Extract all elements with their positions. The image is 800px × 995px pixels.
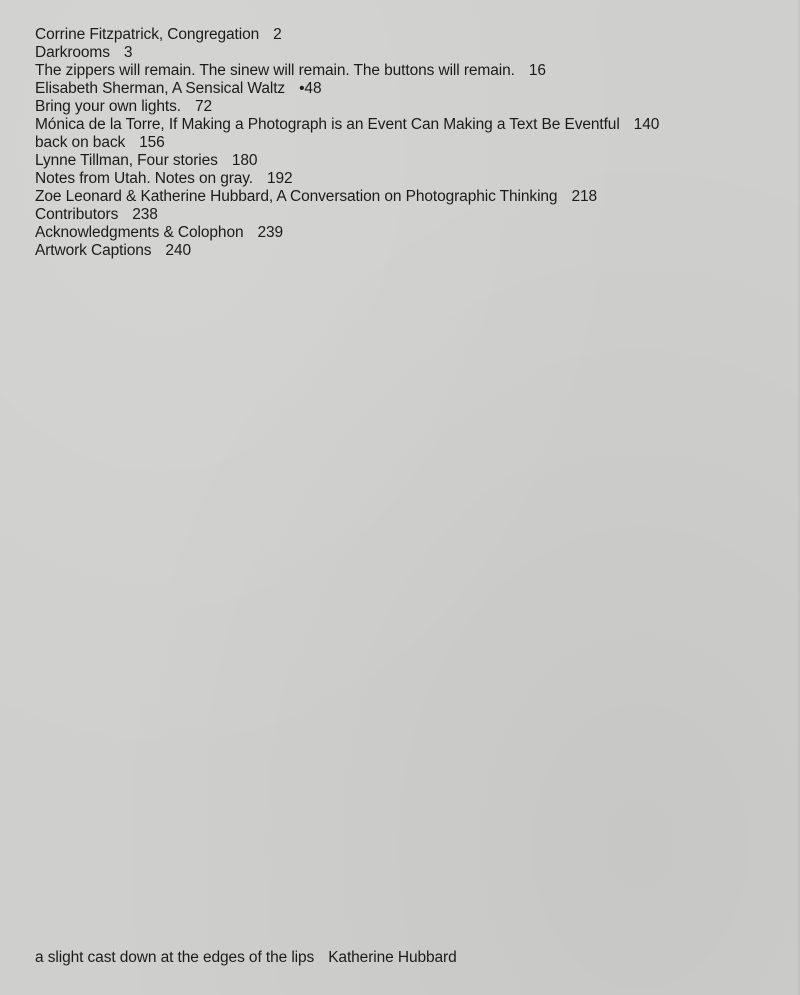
toc-entry-title: Contributors [35,206,119,223]
toc-entry-page: 240 [165,242,191,259]
toc-entry-page: 192 [267,170,293,187]
toc-entry-title: Bring your own lights. [35,98,181,115]
table-of-contents [35,26,659,260]
toc-entry-title: Notes from Utah. Notes on gray. [35,170,254,187]
toc-entry [35,62,659,80]
toc-entry-title: Artwork Captions [35,242,152,259]
toc-entry [35,44,659,62]
toc-entry [35,98,659,116]
toc-entry-page: 3 [123,44,133,61]
toc-entry [35,206,659,224]
toc-entry-title: Lynne Tillman, Four stories [35,152,218,169]
toc-entry-page: 238 [132,206,158,223]
toc-entry [35,242,659,260]
toc-entry [35,26,659,44]
toc-entry [35,170,659,188]
toc-entry [35,152,659,170]
toc-entry [35,134,659,152]
toc-entry-title: Zoe Leonard & Katherine Hubbard, A Conversation on Photographic Thinking [35,188,558,205]
toc-entry-page: 218 [571,188,598,205]
toc-entry-title: Corrine Fitzpatrick, Congregation [35,26,260,43]
toc-entry-page: 72 [194,98,213,115]
toc-entry-page: 16 [528,62,546,79]
toc-entry-page: 2 [273,26,282,43]
toc-entry-title: The zippers will remain. The sinew will remain. The buttons will remain. [35,62,515,79]
toc-entry-title: Elisabeth Sherman, A Sensical Waltz [35,80,286,97]
toc-entry-title: Acknowledgments & Colophon [35,224,244,241]
toc-entry [35,188,659,206]
book-author: Katherine Hubbard [328,949,457,966]
toc-entry-page: 180 [231,152,258,169]
toc-entry-page: 239 [257,224,284,241]
book-title: a slight cast down at the edges of the lips [35,949,315,966]
toc-entry-title: Mónica de la Torre, If Making a Photograph is an Event Can Making a Text Be Eventful [35,116,620,133]
toc-entry-title: back on back [35,134,126,151]
toc-entry-page: •48 [299,80,322,97]
toc-entry-page: 156 [139,134,165,151]
toc-entry [35,224,659,242]
page-footer [35,949,457,967]
toc-entry-title: Darkrooms [35,44,110,61]
toc-entry [35,80,659,98]
toc-entry [35,116,659,134]
toc-entry-page: 140 [633,116,660,133]
